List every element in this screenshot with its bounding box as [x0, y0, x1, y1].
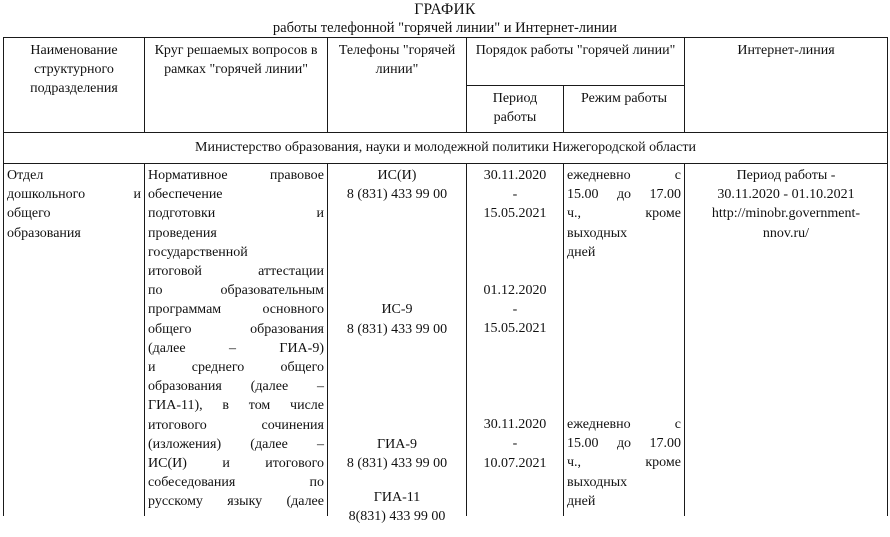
period-dash: -: [512, 187, 518, 203]
period-dash: -: [512, 436, 518, 452]
issues-line: русскому языку (далее: [148, 494, 324, 510]
issues-line: государственной: [148, 244, 248, 260]
phone-number: 8 (831) 433 99 00: [346, 321, 448, 337]
phone-name: ГИА-11: [373, 490, 421, 506]
mode-line: ежедневно с: [567, 168, 681, 183]
mode-line: дней: [567, 244, 596, 260]
internet-period-label: Период работы -: [736, 168, 836, 183]
period-start: 30.11.2020: [483, 417, 547, 433]
header-department: Наименование структурного подразделения: [4, 38, 145, 133]
issues-line: (изложения) (далее –: [148, 436, 324, 452]
issues-line: ИС(И) и итогового: [148, 456, 324, 472]
issues-line: подготовки и: [148, 206, 324, 222]
mode-line: 15.00 до 17.00: [567, 436, 681, 452]
issues-line: итоговой аттестации: [148, 264, 324, 280]
phone-name: ИС(И): [377, 168, 417, 183]
mode-line: ежедневно с: [567, 417, 681, 433]
mode-line: ч., кроме: [567, 206, 681, 222]
department-cell: [4, 164, 145, 517]
period-end: 10.07.2021: [483, 455, 547, 471]
periods-cell: [467, 164, 564, 517]
period-dash: -: [512, 301, 518, 317]
header-work-period: Период работы: [467, 86, 564, 133]
header-row: [4, 38, 888, 86]
modes-cell: [564, 164, 685, 517]
document-subtitle: работы телефонной "горячей линии" и Интернет-линии: [272, 20, 618, 36]
phone-name: ГИА-9: [377, 436, 417, 452]
document-title: ГРАФИК: [414, 1, 476, 18]
header-phones: Телефоны "горячей линии": [328, 38, 467, 133]
mode-line: 15.00 до 17.00: [567, 187, 681, 203]
department-line: дошкольного и: [7, 187, 141, 203]
mode-line: дней: [567, 493, 596, 509]
header-hotline-order: Порядок работы "горячей линии": [467, 38, 685, 86]
period-end: 15.05.2021: [483, 206, 547, 222]
issues-line: Нормативное правовое: [148, 168, 324, 183]
issues-line: обеспечение: [148, 187, 223, 203]
phone-number: 8 (831) 433 99 00: [346, 187, 448, 203]
issues-line: образования (далее –: [148, 379, 324, 395]
issues-line: по образовательным: [148, 283, 324, 299]
period-start: 01.12.2020: [483, 282, 547, 298]
header-issues: Круг решаемых вопросов в рамках "горячей линии": [145, 38, 328, 133]
phone-number: 8(831) 433 99 00: [348, 509, 446, 525]
internet-cell: [685, 164, 888, 517]
mode-line: ч., кроме: [567, 455, 681, 471]
issues-line: итогового сочинения: [148, 417, 324, 433]
schedule-table: [3, 37, 888, 525]
period-end: 15.05.2021: [483, 321, 547, 337]
internet-url-cont[interactable]: nnov.ru/: [762, 225, 810, 241]
ministry-name: Министерство образования, науки и молодежной политики Нижегородской области: [4, 133, 888, 164]
phone-number: 8 (831) 433 99 00: [346, 456, 448, 472]
period-start: 30.11.2020: [483, 168, 547, 183]
table-row: [4, 164, 888, 517]
phones-cell: [328, 164, 467, 525]
issues-line: программам основного: [148, 302, 324, 318]
header-internet-line: Интернет-линия: [685, 38, 888, 133]
department-line: общего: [7, 206, 51, 222]
issues-line: собеседования по: [148, 475, 324, 491]
internet-period-dates: 30.11.2020 - 01.10.2021: [717, 187, 855, 203]
mode-line: выходных: [567, 225, 628, 241]
phone-name: ИС-9: [381, 302, 413, 318]
internet-url[interactable]: http://minobr.government-: [711, 206, 861, 222]
issues-line: и среднего общего: [148, 360, 324, 376]
issues-cell: [145, 164, 328, 517]
ministry-row: [4, 133, 888, 164]
mode-line: выходных: [567, 474, 628, 490]
issues-line: общего образования: [148, 321, 324, 337]
department-line: Отдел: [7, 168, 44, 183]
issues-line: проведения: [148, 225, 217, 241]
issues-line: ГИА-11), в том числе: [148, 398, 324, 414]
issues-line: (далее – ГИА-9): [148, 340, 324, 356]
header-work-mode: Режим работы: [564, 86, 685, 133]
department-line: образования: [7, 225, 81, 241]
